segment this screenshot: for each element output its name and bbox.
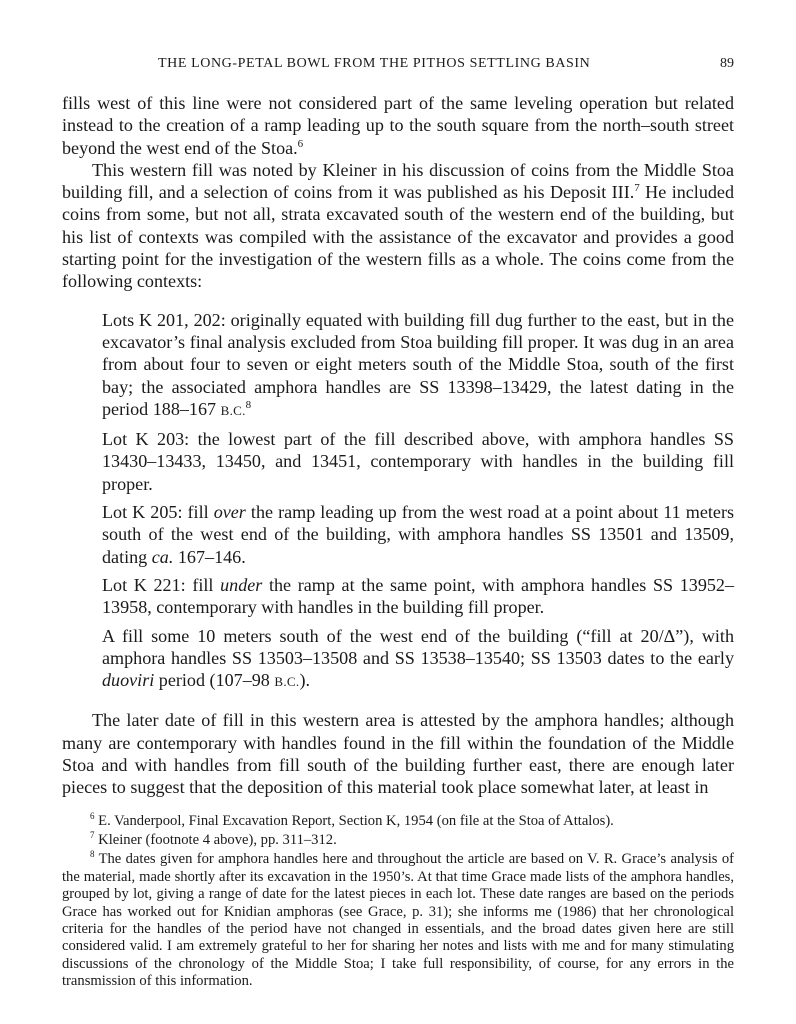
context-text: Lots K 201, 202: originally equated with building fill dug further to the east, but in the excavator’s final analysis excluded from Stoa building fill proper. It was dug in an area from about four to seven or eight meters south of the Middle Stoa, south of the first bay; the associated amphora handles are SS 13398–13429, the latest dating in the period 188–167 xyxy=(102,309,734,419)
paragraph-kleiner xyxy=(62,159,734,293)
paragraph-text: fills west of this line were not considered part of the same leveling operation but related instead to the creation of a ramp leading up to the south square from the north–south street beyond the west end of the Stoa. xyxy=(62,93,734,158)
footnote-ref-6[interactable]: 6 xyxy=(297,137,304,150)
footnote-number: 7 xyxy=(90,830,95,841)
running-head-title: THE LONG-PETAL BOWL FROM THE PITHOS SETTLING BASIN xyxy=(158,56,591,71)
footnotes xyxy=(62,810,734,991)
era-abbr: B.C. xyxy=(220,402,246,418)
context-item-k205 xyxy=(102,501,734,568)
context-item-k201 xyxy=(102,309,734,422)
footnote-text: E. Vanderpool, Final Excavation Report, Section K, 1954 (on file at the Stoa of Attalos). xyxy=(94,812,614,829)
context-text: A fill some 10 meters south of the west end of the building (“fill at 20/Δ”), with amphora handles SS 13503–13508 and SS 13538–13540; SS 13503 dates to the early xyxy=(102,625,734,668)
body-text xyxy=(62,92,734,799)
context-list xyxy=(102,309,734,694)
footnote-text: The dates given for amphora handles here and throughout the article are based on V. R. Grace’s analysis of the material, made shortly after its excavation in the 1950’s. At that time Grace made lists of the amphora handles, grouped by lot, giving a range of date for the latest pieces in each lot. These date ranges are based on the periods Grace has worked out for Knidian amphoras (see Grace, p. 31); she informs me (1986) that her chronological criteria for the handles of the period have not changed in essentials, and the broad dates given here are still considered valid. I am extremely grateful to her for sharing her notes and lists with me and for many stimulating discussions of the chronology of the Middle Stoa; I take full responsibility, of course, for any errors in the transmission of this information. xyxy=(62,851,734,990)
context-emphasis: ca. xyxy=(151,546,174,567)
paragraph-text: He included coins from some, but not all, strata excavated south of the western end of the building, but his list of contexts was compiled with the assistance of the excavator and provides a good starting point for the investigation of the western fills as a whole. The coins come from the following contexts: xyxy=(62,182,734,292)
context-item-k203 xyxy=(102,428,734,495)
context-emphasis: duoviri xyxy=(102,670,155,691)
context-item-fill-20 xyxy=(102,625,734,694)
context-emphasis: under xyxy=(220,574,263,595)
context-emphasis: over xyxy=(213,502,246,523)
context-text: Lot K 221: fill xyxy=(102,574,221,595)
context-text: the ramp at the same point, with amphora handles SS 13952–13958, contemporary with handles in the building fill proper. xyxy=(102,574,735,618)
footnote-text: Kleiner (footnote 4 above), pp. 311–312. xyxy=(94,832,337,849)
context-text: Lot K 205: fill xyxy=(102,502,214,523)
footnote-number: 6 xyxy=(90,810,95,821)
era-abbr: B.C. xyxy=(274,674,300,690)
context-text: period (107–98 xyxy=(154,670,275,691)
context-text: ). xyxy=(299,670,310,691)
page-number: 89 xyxy=(720,56,734,71)
context-text: Lot K 203: the lowest part of the fill described above, with amphora handles SS 13430–13433, 13450, and 13451, contemporary with handles in the building fill proper. xyxy=(102,429,734,494)
paragraph-text: This western fill was noted by Kleiner in his discussion of coins from the Middle Stoa building fill, and a selection of coins from it was published as his Deposit III. xyxy=(62,159,734,203)
context-text: the ramp leading up from the west road at a point about 11 meters south of the west end of the building, with amphora handles SS 13501 and 13509, dating xyxy=(102,502,735,567)
paragraph-continuation xyxy=(62,92,734,159)
paragraph-later-date xyxy=(62,709,734,798)
context-text: 167–146. xyxy=(173,546,246,567)
footnote-number: 8 xyxy=(90,849,95,860)
footnote-7 xyxy=(62,832,734,849)
footnote-6 xyxy=(62,810,734,830)
context-item-k221 xyxy=(102,574,734,619)
running-head xyxy=(62,50,734,76)
footnote-ref-8[interactable]: 8 xyxy=(245,398,252,411)
footnote-8 xyxy=(62,851,734,990)
footnote-ref-7[interactable]: 7 xyxy=(634,182,640,195)
paragraph-text: The later date of fill in this western area is attested by the amphora handles; although many are contemporary with handles found in the fill within the foundation of the Middle Stoa and with handles from fill south of the building further east, there are enough later pieces to suggest that the deposition of this material took place somewhat later, at least in xyxy=(62,710,734,798)
document-page xyxy=(62,50,734,993)
